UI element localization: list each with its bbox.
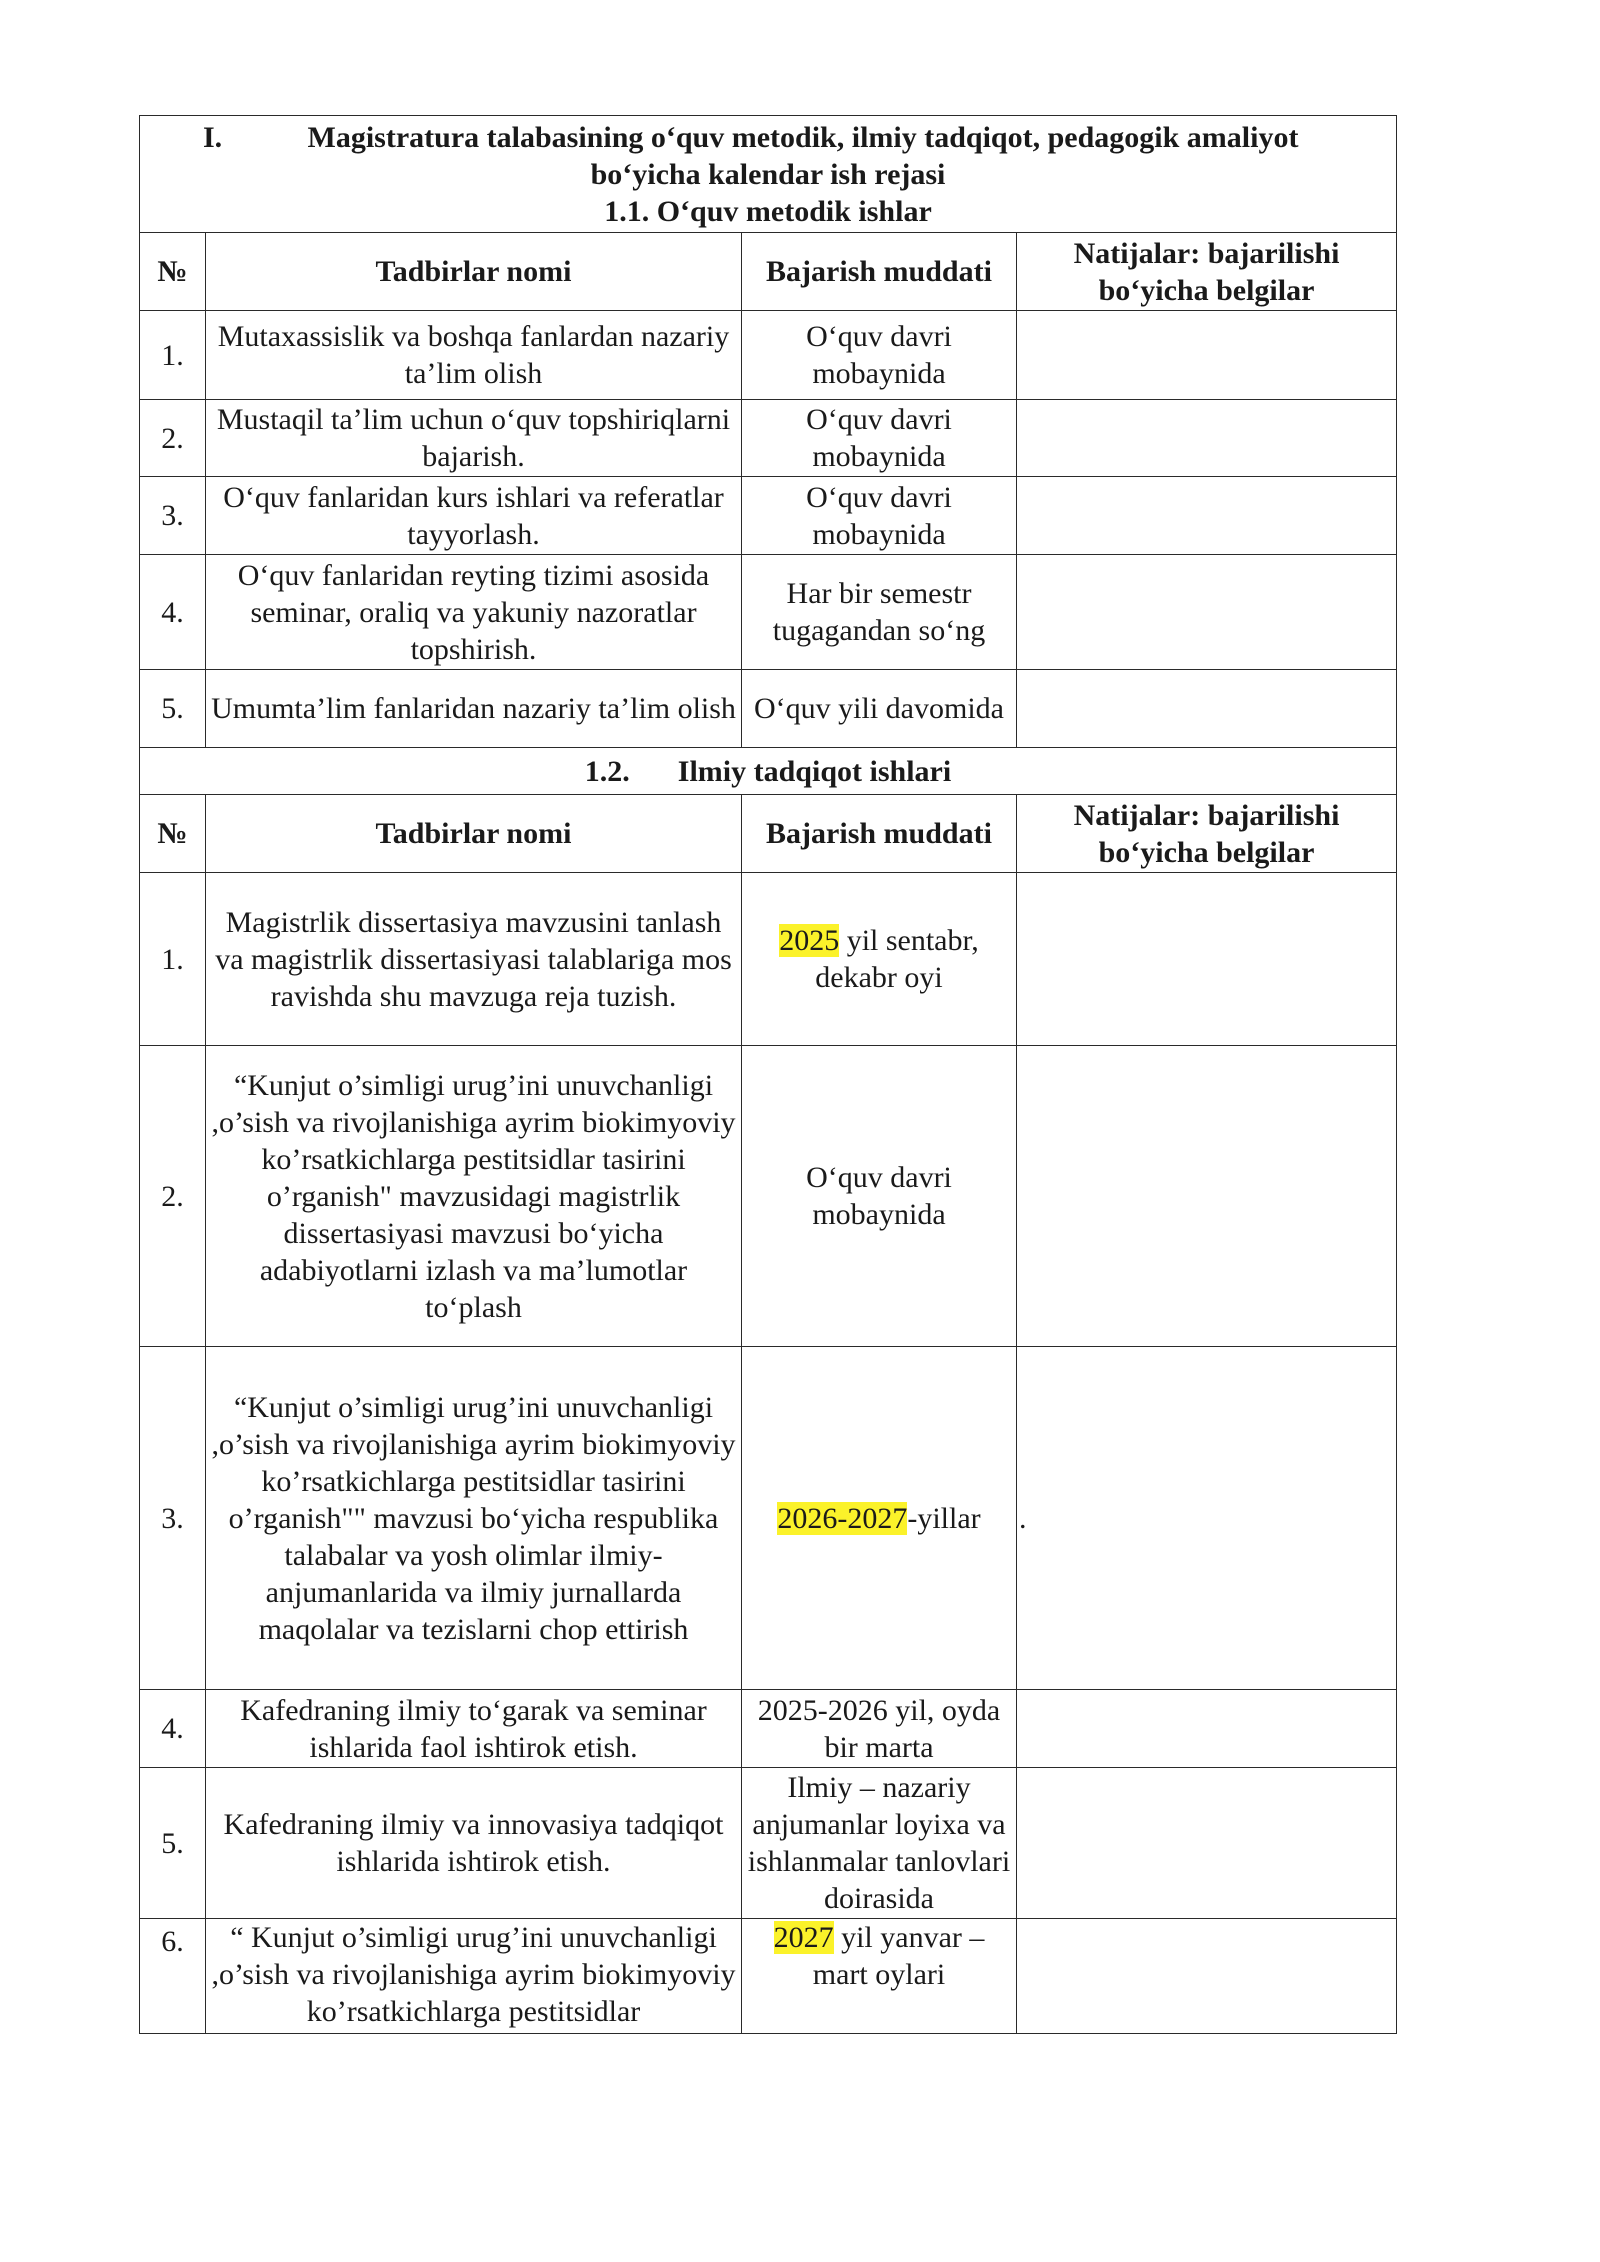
highlighted-year: 2027 <box>773 1921 834 1954</box>
activity-deadline: O‘quv davri mobaynida <box>742 1046 1017 1347</box>
activity-result <box>1017 400 1397 477</box>
deadline-text: -yillar <box>907 1501 981 1535</box>
deadline-text: yil yanvar – mart oylari <box>812 1921 985 1991</box>
section2-title <box>140 748 1397 795</box>
title-line-1 <box>143 119 1393 156</box>
activity-result <box>1017 555 1397 670</box>
activity-result <box>1017 873 1397 1046</box>
table-row <box>140 1046 1397 1347</box>
activity-result <box>1017 1768 1397 1919</box>
activity-deadline: O‘quv yili davomida <box>742 670 1017 748</box>
row-number: 5. <box>140 1768 206 1919</box>
activity-deadline: 2025-2026 yil, oyda bir marta <box>742 1690 1017 1768</box>
table-row <box>140 555 1397 670</box>
col-results-header: Natijalar: bajarilishi bo‘yicha belgilar <box>1017 233 1397 311</box>
row-number: 2. <box>140 1046 206 1347</box>
activity-deadline: O‘quv davri mobaynida <box>742 311 1017 400</box>
section2-title-text: Ilmiy tadqiqot ishlari <box>677 754 952 788</box>
title-text-1: Magistratura talabasining o‘quv metodik, ilmiy tadqiqot, pedagogik amaliyot <box>307 120 1299 154</box>
row-number: 4. <box>140 1690 206 1768</box>
table-row <box>140 1768 1397 1919</box>
activity-name: Magistrlik dissertasiya mavzusini tanlash va magistrlik dissertasiyasi talablariga mos ravishda shu mavzuga reja tuzish. <box>206 873 742 1046</box>
roman-numeral: I. <box>203 120 223 154</box>
activity-deadline <box>742 1919 1017 2034</box>
section1-column-headers <box>140 233 1397 311</box>
row-number: 4. <box>140 555 206 670</box>
section1-title: 1.1. O‘quv metodik ishlar <box>604 194 932 228</box>
activity-deadline: Har bir semestr tugagandan so‘ng <box>742 555 1017 670</box>
row-number: 1. <box>140 873 206 1046</box>
activity-result <box>1017 477 1397 555</box>
deadline-text: yil sentabr, dekabr oyi <box>815 924 979 994</box>
title-line-2: bo‘yicha kalendar ish rejasi <box>590 157 946 191</box>
col-deadline-header: Bajarish muddati <box>742 233 1017 311</box>
table-row <box>140 400 1397 477</box>
col-num-header: № <box>140 233 206 311</box>
table-row <box>140 1347 1397 1690</box>
table-row <box>140 1919 1397 2034</box>
table-row <box>140 670 1397 748</box>
activity-name: O‘quv fanlaridan reyting tizimi asosida seminar, oraliq va yakuniy nazoratlar topshirish. <box>206 555 742 670</box>
section2-column-headers <box>140 795 1397 873</box>
activity-result <box>1017 311 1397 400</box>
row-number: 5. <box>140 670 206 748</box>
activity-name: Kafedraning ilmiy va innovasiya tadqiqot ishlarida ishtirok etish. <box>206 1768 742 1919</box>
document-page <box>139 115 1396 2034</box>
activity-result <box>1017 1046 1397 1347</box>
document-header <box>140 116 1397 233</box>
activity-deadline <box>742 873 1017 1046</box>
row-number: 2. <box>140 400 206 477</box>
col-results-header: Natijalar: bajarilishi bo‘yicha belgilar <box>1017 795 1397 873</box>
col-name-header: Tadbirlar nomi <box>206 795 742 873</box>
calendar-plan-table <box>139 115 1397 2034</box>
activity-name: “Kunjut o’simligi urug’ini unuvchanligi ,o’sish va rivojlanishiga ayrim biokimyoviy ko’rsatkichlarga pestitsidlar tasirini o’rganish"" mavzusi bo‘yicha respublika talabalar va yosh olimlar ilmiy-anjumanlarida va ilmiy jurnallarda maqolalar va tezislarni chop ettirish <box>206 1347 742 1690</box>
row-number: 3. <box>140 477 206 555</box>
table-row <box>140 1690 1397 1768</box>
row-number: 1. <box>140 311 206 400</box>
row-number: 3. <box>140 1347 206 1690</box>
activity-name: Kafedraning ilmiy to‘garak va seminar ishlarida faol ishtirok etish. <box>206 1690 742 1768</box>
col-deadline-header: Bajarish muddati <box>742 795 1017 873</box>
table-row <box>140 311 1397 400</box>
activity-deadline: Ilmiy – nazariy anjumanlar loyixa va ishlanmalar tanlovlari doirasida <box>742 1768 1017 1919</box>
activity-deadline <box>742 1347 1017 1690</box>
col-name-header: Tadbirlar nomi <box>206 233 742 311</box>
section2-title-row <box>140 748 1397 795</box>
document-header-row <box>140 116 1397 233</box>
activity-result <box>1017 1919 1397 2034</box>
section2-number: 1.2. <box>584 754 630 788</box>
col-num-header: № <box>140 795 206 873</box>
highlighted-years: 2026-2027 <box>777 1501 908 1535</box>
activity-deadline: O‘quv davri mobaynida <box>742 477 1017 555</box>
activity-result <box>1017 1690 1397 1768</box>
table-row <box>140 873 1397 1046</box>
activity-name: Mutaxassislik va boshqa fanlardan nazariy ta’lim olish <box>206 311 742 400</box>
activity-name: Mustaqil ta’lim uchun o‘quv topshiriqlarni bajarish. <box>206 400 742 477</box>
activity-deadline: O‘quv davri mobaynida <box>742 400 1017 477</box>
activity-name: Umumta’lim fanlaridan nazariy ta’lim olish <box>206 670 742 748</box>
row-number: 6. <box>140 1919 206 2034</box>
activity-name: “Kunjut o’simligi urug’ini unuvchanligi ,o’sish va rivojlanishiga ayrim biokimyoviy ko’rsatkichlarga pestitsidlar tasirini o’rganish" mavzusidagi magistrlik dissertasiyasi mavzusi bo‘yicha adabiyotlarni izlash va ma’lumotlar to‘plash <box>206 1046 742 1347</box>
activity-result: . <box>1017 1347 1397 1690</box>
activity-name: “ Kunjut o’simligi urug’ini unuvchanligi ,o’sish va rivojlanishiga ayrim biokimyoviy ko’rsatkichlarga pestitsidlar <box>206 1919 742 2034</box>
activity-name: O‘quv fanlaridan kurs ishlari va referatlar tayyorlash. <box>206 477 742 555</box>
table-row <box>140 477 1397 555</box>
highlighted-year: 2025 <box>779 924 840 957</box>
activity-result <box>1017 670 1397 748</box>
